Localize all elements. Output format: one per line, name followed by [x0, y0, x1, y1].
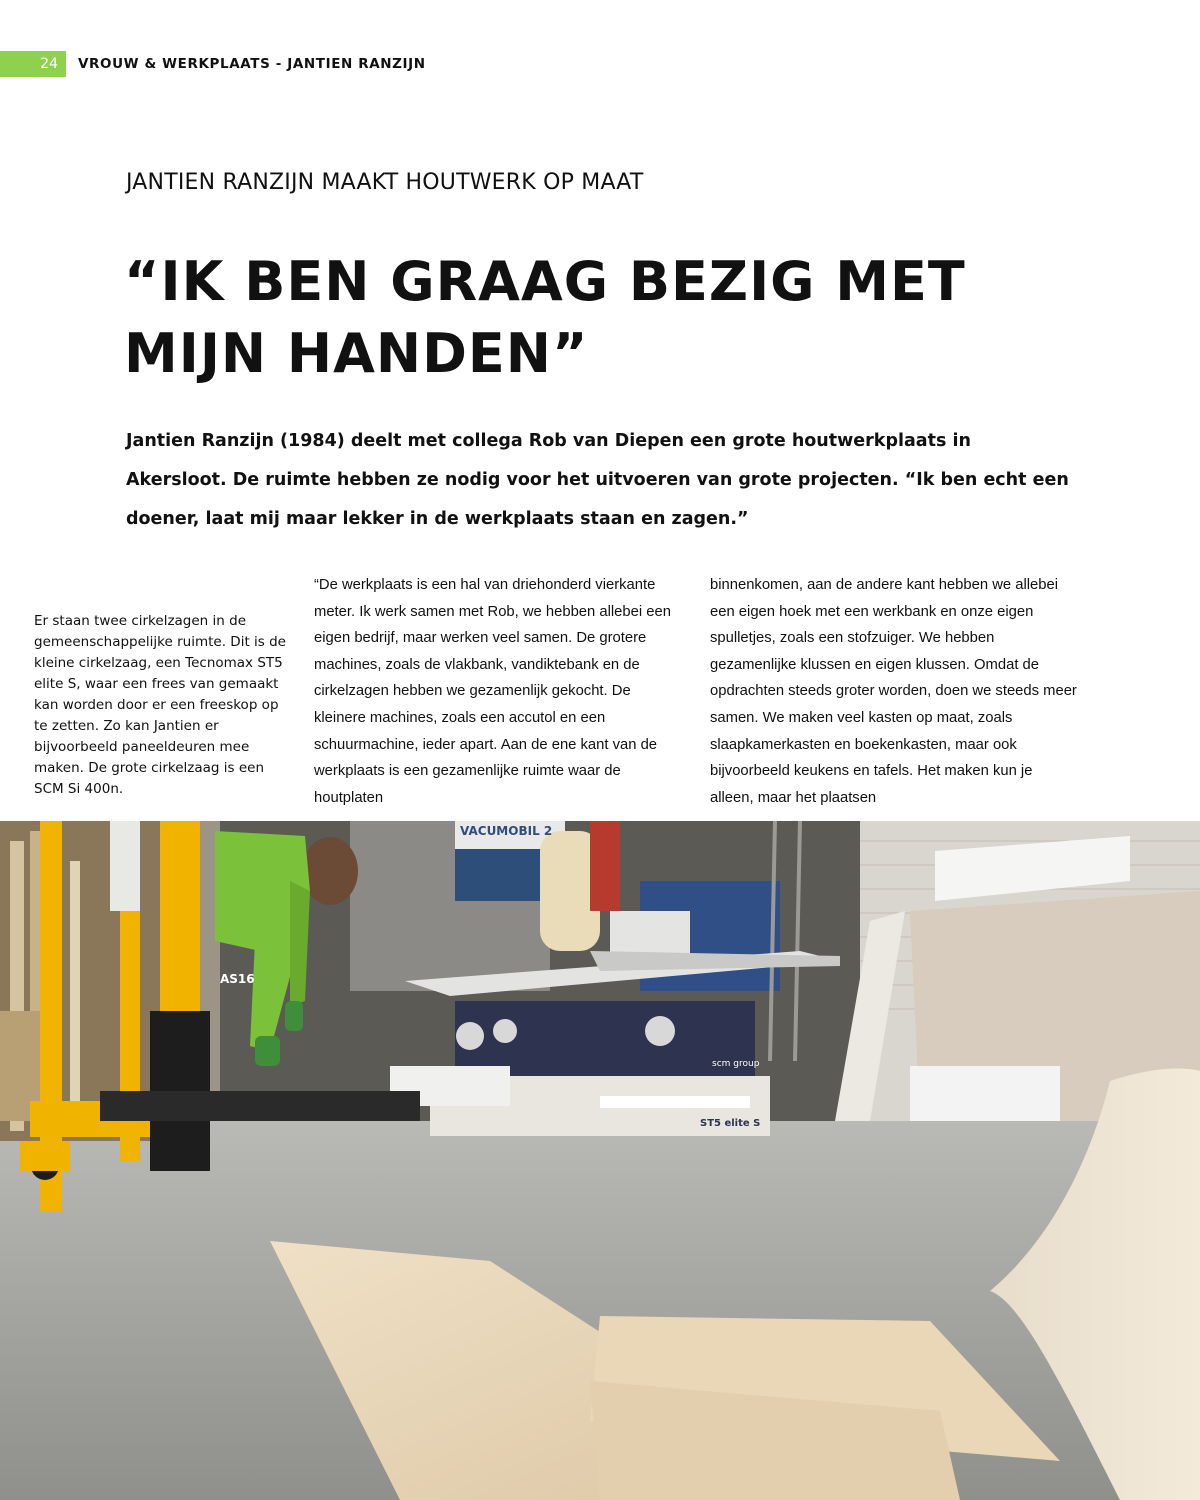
- article-kicker: JANTIEN RANZIJN MAAKT HOUTWERK OP MAAT: [126, 170, 644, 195]
- running-title: VROUW & WERKPLAATS - JANTIEN RANZIJN: [78, 56, 426, 72]
- article-headline: “IK BEN GRAAG BEZIG MET MIJN HANDEN”: [124, 250, 966, 385]
- page-number-badge: [0, 51, 66, 77]
- body-column-2: binnenkomen, aan de andere kant hebben we allebei een eigen hoek met een werkbank en onze eigen spulletjes, zoals een stofzuiger. We hebben gezamenlijke klussen en eigen klussen. Omdat de opdrachten steeds groter worden, doen we steeds meer samen. We maken veel kasten op maat, zoals slaapkamerkasten en boekenkasten, maar ook bijvoorbeeld keukens en tafels. Het maken kun je alleen, maar het plaatsen: [710, 577, 1077, 806]
- machine-brand-label: ST5 elite S: [700, 1118, 761, 1129]
- red-unit: [590, 821, 620, 911]
- photo-caption: Er staan twee cirkelzagen in de gemeenschappelijke ruimte. Dit is de kleine cirkelzaag, een Tecnomax ST5 elite S, waar een frees van gemaakt kan worden door er een freeskop op te zetten. Zo kan Jantien er bijvoorbeeld paneeldeuren mee maken. De grote cirkelzaag is een SCM Si 400n.: [34, 613, 286, 797]
- white-stack: [910, 1066, 1060, 1121]
- panel-label: AS16: [220, 972, 255, 986]
- extractor-text: VACUMOBIL 2: [460, 824, 553, 838]
- machine-group-label: scm group: [712, 1059, 760, 1069]
- article-intro: Jantien Ranzijn (1984) deelt met collega Rob van Diepen een grote houtwerkplaats in Akersloot. De ruimte hebben ze nodig voor het uitvoeren van grote projecten. “Ik ben echt een doener, laat mij maar lekker in de werkplaats staan en zagen.”: [126, 431, 1069, 529]
- workshop-photo: [0, 821, 1200, 1500]
- body-column-1: “De werkplaats is een hal van driehonderd vierkante meter. Ik werk samen met Rob, we hebben allebei een eigen bedrijf, maar werken veel samen. De grotere machines, zoals de vlakbank, vandiktebank en de cirkelzagen hebben we gezamenlijk gekocht. De kleinere machines, zoals een accutol en een schuurmachine, ieder apart. Aan de ene kant van de werkplaats is een gezamenlijke ruimte waar de houtplaten: [314, 577, 671, 806]
- page-number: 24: [40, 56, 58, 72]
